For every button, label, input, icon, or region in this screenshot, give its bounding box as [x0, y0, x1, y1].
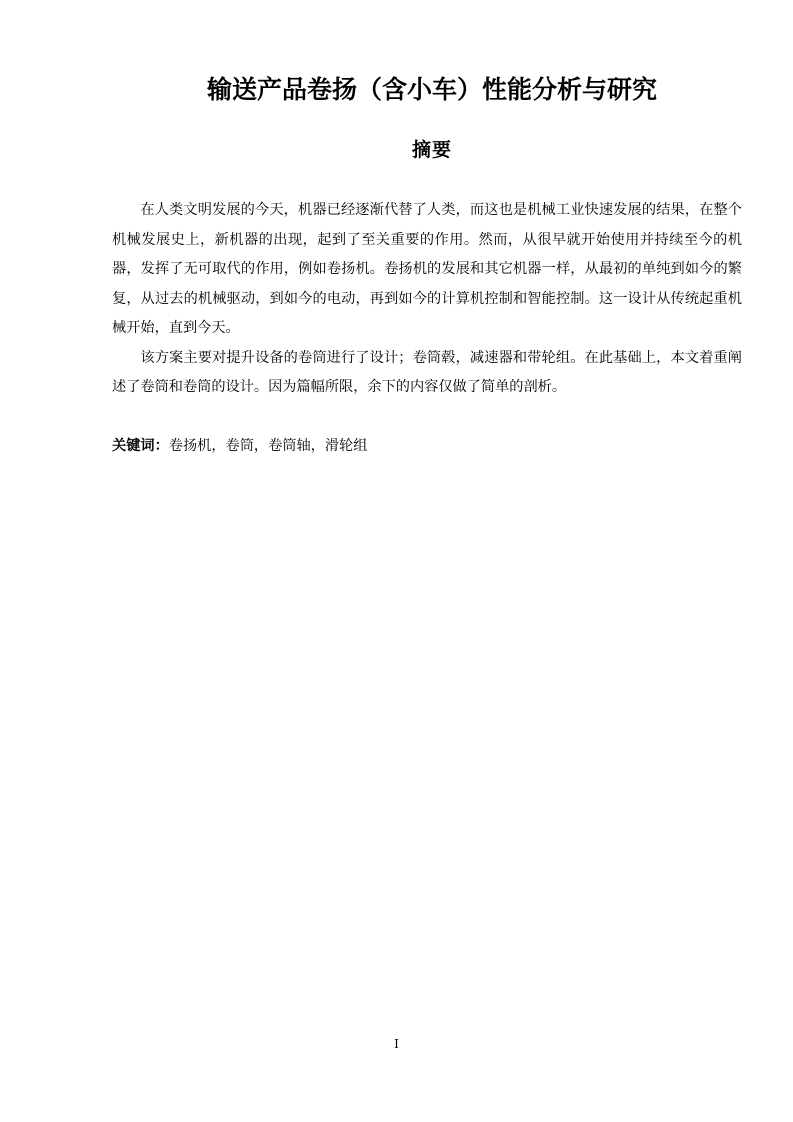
page-number: I — [394, 1037, 399, 1051]
abstract-paragraph-2: 该方案主要对提升设备的卷筒进行了设计；卷筒毂，减速器和带轮组。在此基础上，本文着重阐述了卷筒和卷筒的设计。因为篇幅所限，余下的内容仅做了简单的剖析。 — [112, 349, 742, 395]
keywords-line — [112, 432, 742, 461]
keywords-list: 卷扬机，卷筒，卷筒轴，滑轮组 — [168, 438, 368, 454]
keywords-label: 关键词： — [112, 438, 169, 454]
abstract-paragraph-1: 在人类文明发展的今天，机器已经逐渐代替了人类，而这也是机械工业快速发展的结果，在整个机械发展史上，新机器的出现，起到了至关重要的作用。然而，从很早就开始使用并持续至今的机器，发挥了无可取代的作用，例如卷扬机。卷扬机的发展和其它机器一样，从最初的单纯到如今的繁复，从过去的机械驱动，到如今的电动，再到如今的计算机控制和智能控制。这一设计从传统起重机械开始，直到今天。 — [112, 202, 742, 336]
document-title: 输送产品卷扬（含小车）性能分析与研究 — [206, 75, 657, 104]
abstract-body — [112, 196, 742, 403]
abstract-heading: 摘要 — [411, 139, 452, 161]
